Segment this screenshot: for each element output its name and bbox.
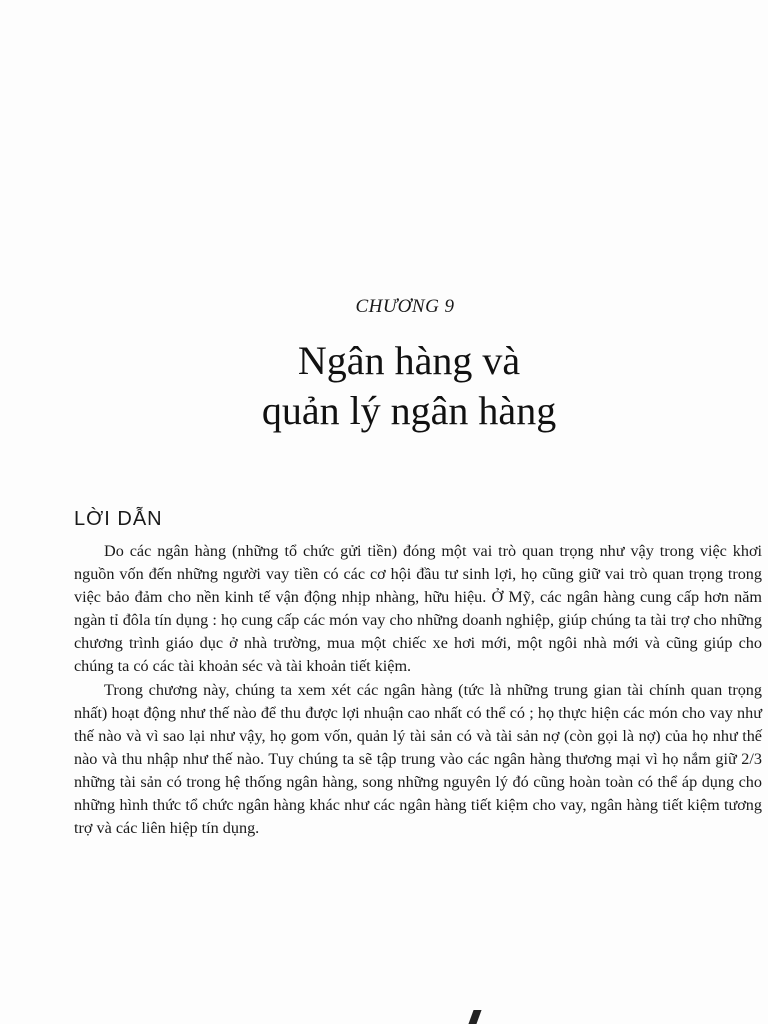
chapter-title-line-2: quản lý ngân hàng [261, 388, 557, 433]
paragraph-1: Do các ngân hàng (những tổ chức gửi tiền) đóng một vai trò quan trọng như vậy trong việc khơi nguồn vốn đến những người vay tiền có các cơ hội đầu tư sinh lợi, họ cũng giữ vai trò quan trọng trong việc bảo đảm cho nền kinh tế vận động nhịp nhàng, hữu hiệu. Ở Mỹ, các ngân hàng cung cấp hơn năm ngàn tỉ đôla tín dụng : họ cung cấp các món vay cho những doanh nghiệp, giúp chúng ta tài trợ cho những chương trình giáo dục ở nhà trường, mua một chiếc xe hơi mới, một ngôi nhà mới và cũng giúp cho chúng ta có các tài khoản séc và tài khoản tiết kiệm. [74, 542, 762, 676]
section-body [74, 540, 762, 840]
scan-artifact-mark [468, 1010, 481, 1024]
section-heading: LỜI DẪN [74, 508, 163, 530]
chapter-label: CHƯƠNG 9 [355, 296, 455, 317]
chapter-title-line-1: Ngân hàng và [297, 338, 521, 383]
chapter-title [0, 336, 768, 436]
paragraph-2: Trong chương này, chúng ta xem xét các ngân hàng (tức là những trung gian tài chính quan trọng nhất) hoạt động như thế nào để thu được lợi nhuận cao nhất có thể có ; họ thực hiện các món cho vay như thế nào và vì sao lại như vậy, họ gom vốn, quản lý tài sản có và tài sản nợ (còn gọi là nợ) của họ như thế nào và thu nhập như thế nào. Tuy chúng ta sẽ tập trung vào các ngân hàng thương mại vì họ nắm giữ 2/3 những tài sản có trong hệ thống ngân hàng, song những nguyên lý đó cũng hoàn toàn có thể áp dụng cho những hình thức tổ chức ngân hàng khác như các ngân hàng tiết kiệm cho vay, ngân hàng tiết kiệm tương trợ và các liên hiệp tín dụng. [74, 680, 762, 838]
